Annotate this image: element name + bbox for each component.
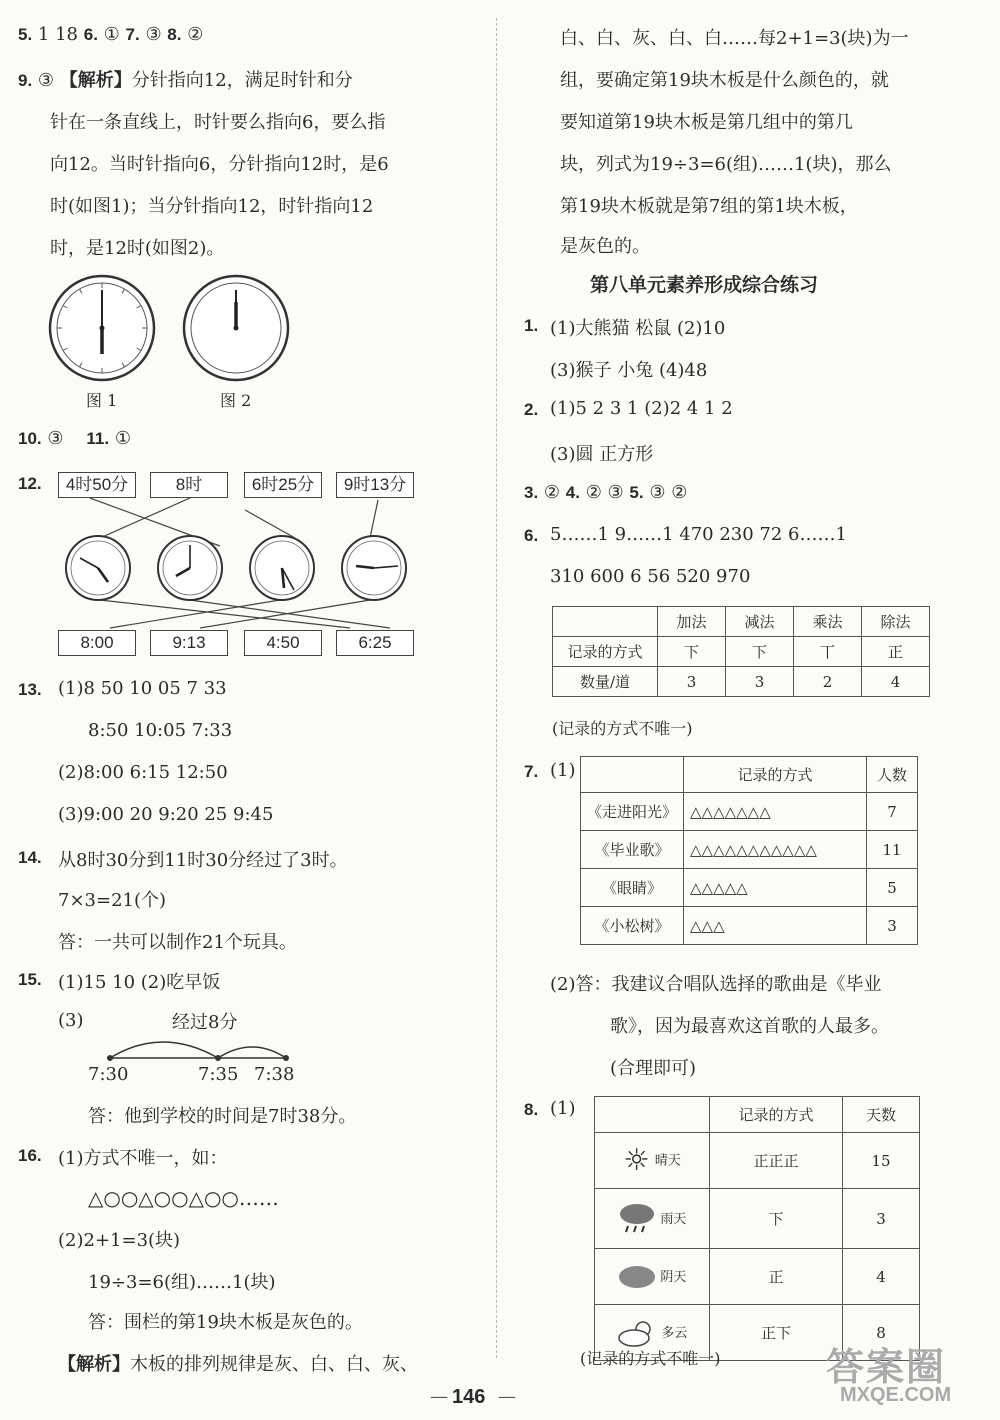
table-cell: 4 [862,667,930,697]
clock-6-25 [250,536,314,600]
question-number: 1. [524,316,539,335]
table-cell: 3 [658,667,726,697]
analysis-line: 向12。当时针指向6，分针指向12时，是6 [50,154,389,175]
table-header-cell: 减法 [726,607,794,637]
analysis-line: 针在一条直线上，时针要么指向6，要么指 [50,112,386,133]
table-row [595,1133,920,1189]
answer-line: (2)答：我建议合唱队选择的歌曲是《毕业 [550,974,882,995]
arc-label: 经过8分 [172,1012,238,1033]
answer-line: (1)8 50 10 05 7 33 [58,678,227,699]
question-number: 8. [524,1100,539,1119]
note: (记录的方式不唯一) [552,719,693,738]
page-number-dash-left: — [430,1386,448,1407]
answer-part: (3) [58,1010,84,1031]
timeline-diagram [100,1030,300,1066]
answer-line: 19÷3=6(组)……1(块) [88,1272,276,1293]
answer-part: (1) [550,760,576,781]
answer-line: (1)15 10 (2)吃早饭 [58,972,221,993]
question-number: 8. [167,25,182,44]
time-box-top-3: 6时25分 [244,472,322,498]
weather-label: 雨天 [660,1211,687,1227]
answer-line: 310 600 6 56 520 970 [550,566,751,587]
question-number: 13. [18,680,42,699]
table-cell: △△△ [684,907,867,945]
table-cell: 《小松树》 [581,907,684,945]
table-row [581,869,918,907]
answer-line: (3)9:00 20 9:20 25 9:45 [58,804,274,825]
table-row [595,1189,920,1249]
question-number: 6. [83,25,98,44]
question-number: 7. [524,762,539,781]
question-number: 11. [86,429,110,448]
answer-text: ① [114,428,131,449]
section-heading: 第八单元素养形成综合练习 [590,274,819,296]
table-row [553,667,930,697]
q7-table [580,756,918,945]
answer-line: (3)圆 正方形 [550,444,654,465]
table-cell [595,1133,710,1189]
question-number: 15. [18,970,42,989]
clock-8-00 [158,536,222,600]
answer-line: 答：围栏的第19块木板是灰色的。 [88,1312,363,1333]
note: (记录的方式不唯一) [580,1349,721,1368]
answer-text: ② [187,24,204,45]
question-3-row [524,482,687,503]
analysis-line: 分针指向12，满足时针和分 [131,70,353,91]
question-number: 10. [18,429,42,448]
table-cell: 3 [843,1189,920,1249]
analysis-tag: 【解析】 [58,1354,130,1375]
table-cell: △△△△△△△△△△△ [684,831,867,869]
table-cell: 下 [710,1189,843,1249]
continued-analysis-line: 白、白、灰、白、白……每2+1=3(块)为一 [560,28,909,49]
question-number: 6. [524,526,539,545]
partly-cloudy-icon [617,1319,657,1347]
question-number: 4. [565,483,580,502]
weather-label: 晴天 [654,1153,681,1169]
table-cell: 8 [843,1305,920,1361]
figure-caption-1: 图 1 [86,391,118,410]
table-cell: 数量/道 [553,667,658,697]
table-cell: 正正正 [710,1133,843,1189]
table-header-cell [595,1097,710,1133]
time-box-bottom-3: 4:50 [244,630,322,656]
answer-line: 5……1 9……1 470 230 72 6……1 [550,524,847,545]
page-number-dash-right: — [498,1386,516,1407]
timeline-mid: 7:35 [198,1064,239,1085]
watermark-logo: 答案圈 [826,1345,947,1389]
table-header-cell: 记录的方式 [684,757,867,793]
continued-analysis-line: 组，要确定第19块木板是什么颜色的，就 [560,70,889,91]
table-row [581,793,918,831]
question-10-row [18,428,131,449]
table-cell: 下 [726,637,794,667]
table-cell: 正 [710,1249,843,1305]
answer-line: (1)方式不唯一，如： [58,1148,228,1169]
time-box-top-4: 9时13分 [336,472,414,498]
table-row [581,907,918,945]
table-header-cell: 乘法 [794,607,862,637]
clock-figure-2 [184,276,288,380]
watermark-url: MXQE.COM [840,1384,952,1406]
table-header-cell [553,607,658,637]
table-header-cell: 记录的方式 [710,1097,843,1133]
question-number: 9. [18,71,33,90]
answer-line: 8:50 10:05 7:33 [88,720,233,741]
table-cell: 3 [726,667,794,697]
continued-analysis-line: 块，列式为19÷3=6(组)……1(块)，那么 [560,154,892,175]
table-cell: 丅 [794,637,862,667]
matching-diagram [50,498,430,630]
clock-9-13 [342,536,406,600]
table-cell: △△△△△ [684,869,867,907]
table-cell: 《走进阳光》 [581,793,684,831]
analysis-text: 木板的排列规律是灰、白、白、灰、 [130,1354,418,1375]
table-cell: 4 [843,1249,920,1305]
table-cell: 《毕业歌》 [581,831,684,869]
time-box-bottom-4: 6:25 [336,630,414,656]
table-header-cell: 人数 [867,757,918,793]
time-box-bottom-1: 8:00 [58,630,136,656]
table-header-cell [581,757,684,793]
answer-line: 答：一共可以制作21个玩具。 [58,932,297,953]
question-number: 3. [524,483,539,502]
continued-analysis-line: 第19块木板就是第7组的第1块木板， [560,196,858,217]
question-number: 16. [18,1146,42,1165]
answer-text: ② [543,482,566,503]
table-cell: 5 [867,869,918,907]
table-cell: 2 [794,667,862,697]
question-number: 12. [18,474,42,493]
table-cell: △△△△△△△ [684,793,867,831]
question-9-first-line [18,66,353,92]
answer-text: 1 18 [37,24,84,45]
clock-figure-1 [50,276,154,380]
q8-table [594,1096,920,1361]
answer-text: ② ③ [585,482,630,503]
time-box-top-2: 8时 [150,472,228,498]
timeline-end: 7:38 [254,1064,295,1085]
time-box-top-1: 4时50分 [58,472,136,498]
table-header-cell: 天数 [843,1097,920,1133]
column-divider [496,18,497,1358]
table-row [581,831,918,869]
answer-line: 答：他到学校的时间是7时38分。 [88,1106,357,1127]
time-box-bottom-2: 9:13 [150,630,228,656]
answer-line: (1)5 2 3 1 (2)2 4 1 2 [550,398,733,419]
answer-part: (1) [550,1098,576,1119]
answer-line: 歌》，因为最喜欢这首歌的人最多。 [610,1016,889,1037]
question-number: 5. [629,483,644,502]
question-number: 14. [18,848,42,867]
table-cell: 记录的方式 [553,637,658,667]
cloudy-icon [618,1264,656,1290]
table-cell: 正 [862,637,930,667]
answer-line: 7×3=21(个) [58,890,167,911]
table-header-cell: 加法 [658,607,726,637]
table-cell: 下 [658,637,726,667]
table-cell: 正下 [710,1305,843,1361]
q6-table [552,606,930,697]
clock-4-50 [66,536,130,600]
analysis-tag: 【解析】 [59,70,132,91]
answer-line: (合理即可) [610,1058,697,1079]
page-number: 146 [452,1386,486,1408]
clock-figures [48,274,298,386]
timeline-start: 7:30 [88,1064,129,1085]
sun-icon: ☼ [623,1143,651,1178]
table-cell [595,1249,710,1305]
answer-text: ③ ② [649,482,688,503]
continued-analysis-line: 要知道第19块木板是第几组中的第几 [560,112,853,133]
table-cell: 《眼睛》 [581,869,684,907]
answer-line: (2)2+1=3(块) [58,1230,181,1251]
table-row [553,637,930,667]
question-5-row [18,24,203,45]
table-cell: 15 [843,1133,920,1189]
table-cell: 3 [867,907,918,945]
weather-label: 阴天 [660,1269,687,1285]
answer-text: ① [103,24,126,45]
table-cell: 11 [867,831,918,869]
question-number: 7. [125,25,140,44]
answer-line: 从8时30分到11时30分经过了3时。 [58,850,348,871]
table-cell [595,1189,710,1249]
analysis-line [58,1350,418,1376]
answer-text: ③ [37,70,55,91]
analysis-line: 时，是12时(如图2)。 [50,238,225,259]
question-number: 2. [524,400,539,419]
question-number: 5. [18,25,33,44]
answer-text: ③ [145,24,168,45]
answer-line: (3)猴子 小兔 (4)48 [550,360,708,381]
continued-analysis-line: 是灰色的。 [560,236,650,257]
answer-line: (2)8:00 6:15 12:50 [58,762,228,783]
table-header-cell: 除法 [862,607,930,637]
table-row [595,1249,920,1305]
answer-text: ③ [47,428,64,449]
table-cell: 7 [867,793,918,831]
rain-icon [618,1202,656,1236]
pattern-line: △○○△○○△○○…… [88,1186,279,1210]
weather-label: 多云 [661,1325,688,1341]
figure-caption-2: 图 2 [220,391,252,410]
analysis-line: 时(如图1)；当分针指向12，时针指向12 [50,196,374,217]
answer-line: (1)大熊猫 松鼠 (2)10 [550,318,726,339]
